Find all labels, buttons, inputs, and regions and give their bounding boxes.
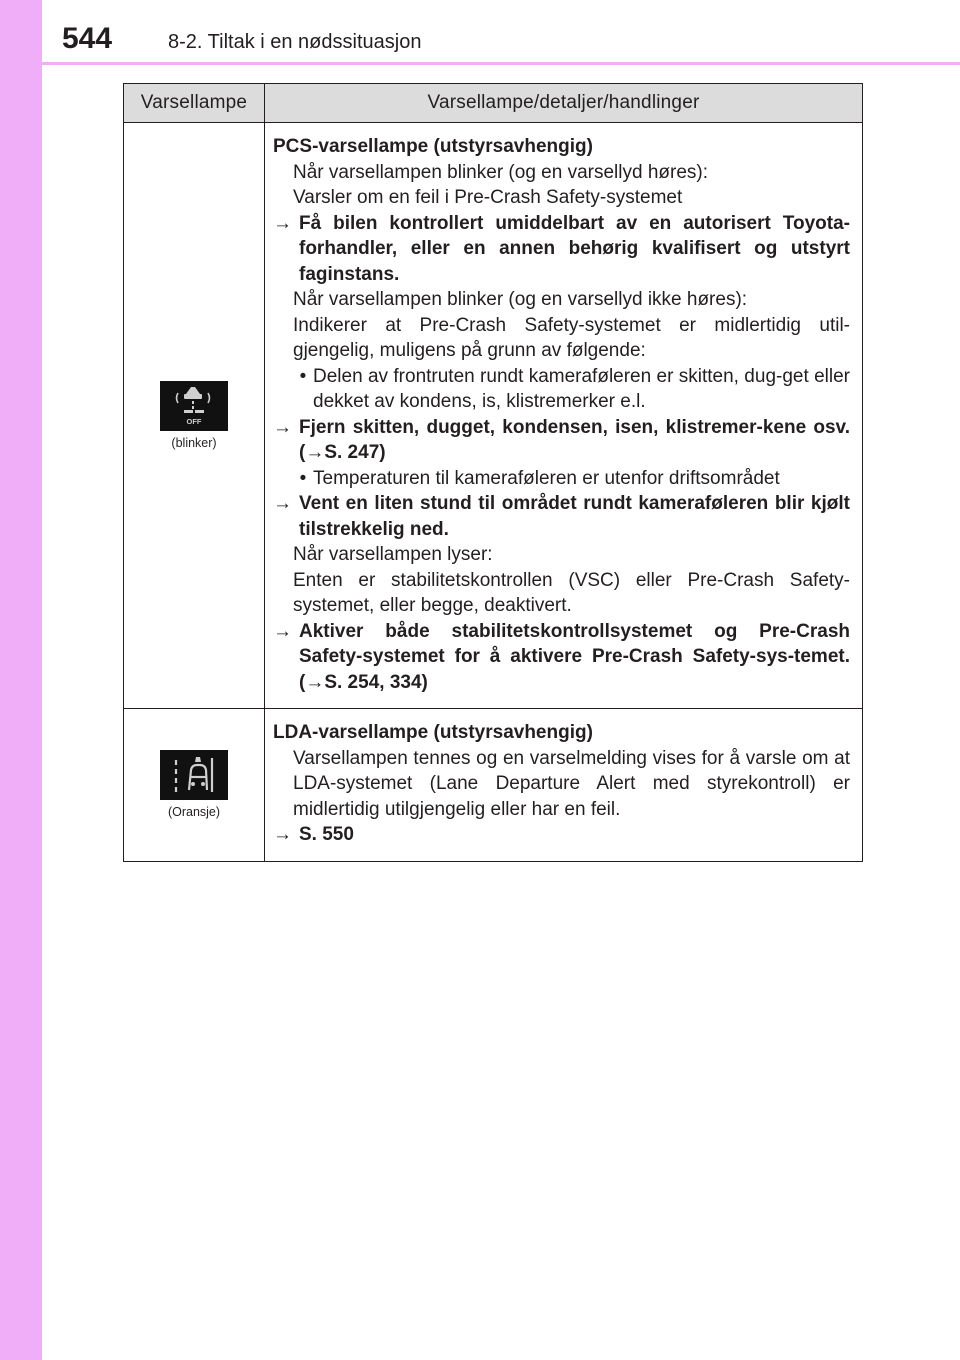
icon-caption: (Oransje) — [167, 805, 221, 820]
action-item — [273, 619, 850, 696]
paragraph: Varsellampen tennes og en varselmelding vises for å varsle om at LDA-systemet (Lane Departure Alert med styrekontroll) er midlertidig utilgjengelig eller har en feil. — [293, 747, 850, 820]
details-cell — [265, 709, 863, 862]
action-item — [273, 415, 850, 466]
paragraph: Enten er stabilitetskontrollen (VSC) eller Pre-Crash Safety-systemet, eller begge, deaktivert. — [293, 569, 850, 616]
pcs-off-warning-light-icon — [160, 381, 228, 431]
action-text: S. 550 — [299, 824, 354, 845]
action-item — [273, 491, 850, 542]
column-header-warning-light: Varsellampe — [124, 84, 265, 123]
section-title: 8-2. Tiltak i en nødssituasjon — [168, 31, 422, 53]
table-header-row — [124, 84, 863, 123]
action-item — [273, 822, 850, 848]
bullet-text: Temperaturen til kameraføleren er utenfor driftsområdet — [313, 467, 780, 489]
paragraph: Når varsellampen blinker (og en varsellyd ikke høres): — [293, 289, 748, 310]
bullet-item — [273, 466, 850, 492]
bullet-item — [273, 364, 850, 415]
paragraph: Varsler om en feil i Pre-Crash Safety-systemet — [293, 187, 683, 208]
arrow-icon: → — [273, 416, 292, 438]
arrow-icon: → — [273, 620, 292, 642]
arrow-icon: → — [273, 493, 292, 514]
paragraph: Indikerer at Pre-Crash Safety-systemet er midlertidig util-gjengelig, muligens på grunn av følgende: — [293, 314, 850, 361]
svg-text:OFF: OFF — [186, 417, 202, 426]
action-text: Aktiver både stabilitetskontrollsystemet og Pre-Crash Safety-systemet for å aktivere Pre-Crash Safety-sys-temet. (→S. 254, 334) — [299, 620, 850, 693]
table-row — [124, 123, 863, 709]
arrow-icon: → — [273, 212, 292, 234]
entry-title: PCS-varsellampe (utstyrsavhengig) — [273, 136, 593, 157]
bullet-icon: • — [299, 467, 307, 489]
action-text: Vent en liten stund til området rundt kameraføleren blir kjølt tilstrekkelig ned. — [299, 493, 850, 540]
page-number: 544 — [62, 22, 113, 55]
icon-cell — [124, 123, 265, 709]
bullet-text: Delen av frontruten rundt kameraføleren er skitten, dug-get eller dekket av kondens, is, klistremerker e.l. — [313, 365, 850, 412]
action-item — [273, 211, 850, 288]
column-header-details: Varsellampe/detaljer/handlinger — [265, 84, 863, 123]
bullet-icon: • — [299, 365, 307, 387]
paragraph: Når varsellampen blinker (og en varsellyd høres): — [293, 161, 708, 183]
warning-light-table — [123, 83, 863, 862]
action-text: Få bilen kontrollert umiddelbart av en autorisert Toyota-forhandler, eller en annen behørig kvalifisert og utstyrt faginstans. — [299, 212, 850, 285]
icon-caption: (blinker) — [171, 436, 217, 450]
arrow-icon: → — [273, 824, 292, 845]
side-color-bar — [0, 0, 42, 1360]
entry-title: LDA-varsellampe (utstyrsavhengig) — [273, 722, 593, 743]
action-text: Fjern skitten, dugget, kondensen, isen, klistremer-kene osv. (→S. 247) — [299, 416, 850, 463]
paragraph: Når varsellampen lyser: — [293, 544, 493, 565]
icon-cell — [124, 709, 265, 862]
header-rule — [42, 62, 960, 65]
lda-warning-light-icon — [160, 750, 228, 800]
details-cell — [265, 123, 863, 709]
table-row — [124, 709, 863, 862]
